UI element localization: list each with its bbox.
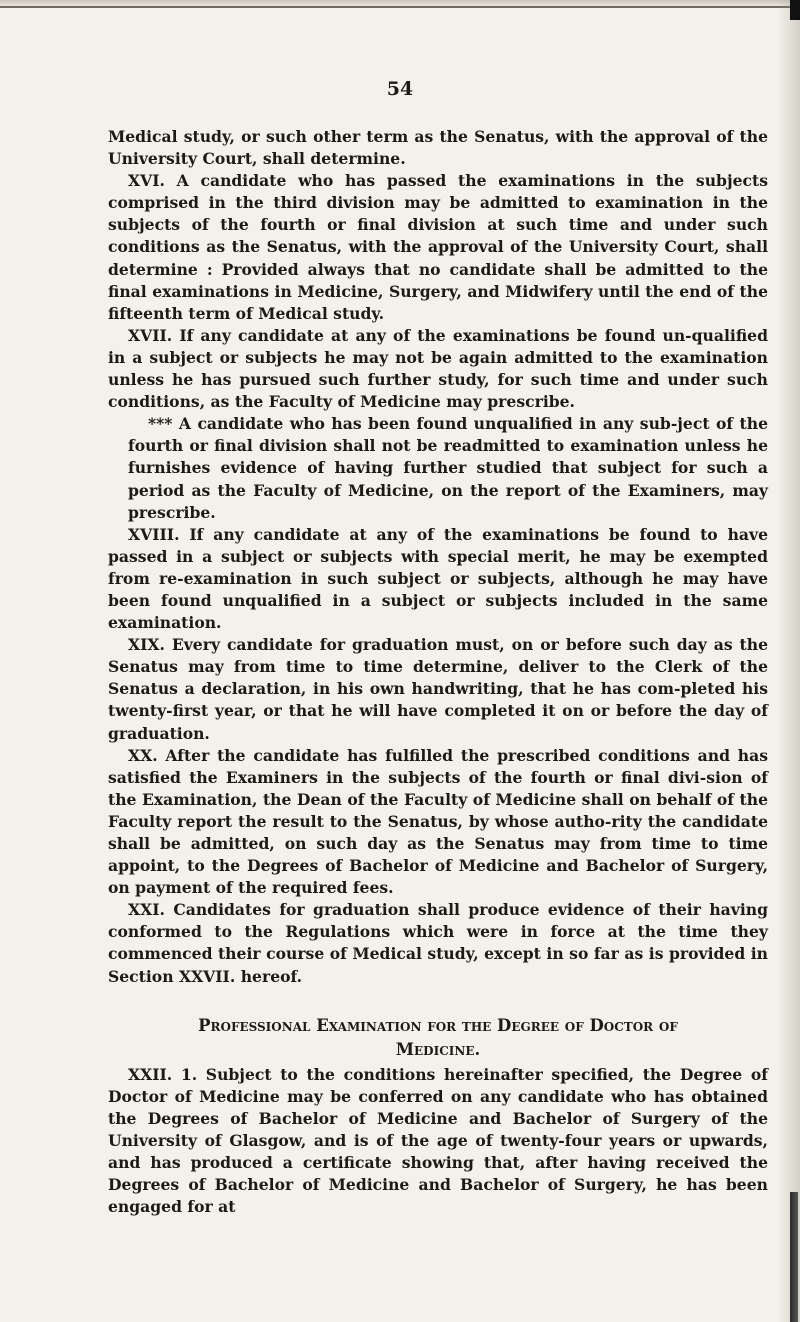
paragraph-note: *** A candidate who has been found unqualified in any sub-ject of the fourth or final division shall not be readmitted to examination unless he furnishes evidence of having further studied that subject for such a period as the Faculty of Medicine, on the report of the Examiners, may prescribe. — [128, 414, 768, 522]
section-heading — [108, 1014, 768, 1062]
document-body — [108, 126, 768, 1218]
page-edge-mark-bottom — [790, 1192, 798, 1322]
paragraph-xxii: XXII. 1. Subject to the conditions hereinafter specified, the Degree of Doctor of Medicine may be conferred on any candidate who has obtained the Degrees of Bachelor of Medicine and Bachelor of Surgery of the University of Glasgow, and is of the age of twenty-four years or upwards, and has produced a certificate showing that, after having received the Degrees of Bachelor of Medicine and Bachelor of Surgery, he has been engaged for at — [108, 1064, 768, 1217]
page-top-rule — [0, 0, 800, 8]
page-edge-shadow — [778, 0, 800, 1322]
paragraph-continuation: Medical study, or such other term as the Senatus, with the approval of the University Court, shall determine. — [108, 127, 768, 169]
paragraph-xx: XX. After the candidate has fulfilled the prescribed conditions and has satisfied the Examiners in the subjects of the fourth or final divi-sion of the Examination, the Dean of the Faculty of Medicine shall on behalf of the Faculty report the result to the Senatus, by whose autho-rity the candidate shall be admitted, on such day as the Senatus may from time to time appoint, to the Degrees of Bachelor of Medicine and Bachelor of Surgery, on payment of the required fees. — [108, 745, 768, 898]
paragraph-xix: XIX. Every candidate for graduation must, on or before such day as the Senatus may from time to time determine, deliver to the Clerk of the Senatus a declaration, in his own handwriting, that he has com-pleted his twenty-first year, or that he will have completed it on or before the day of graduation. — [108, 635, 768, 743]
section-heading-line-2: Medicine. — [395, 1039, 481, 1059]
section-heading-line-1: Professional Examination for the Degree of Doctor of — [198, 1015, 678, 1035]
paragraph-xxi: XXI. Candidates for graduation shall produce evidence of their having conformed to the Regulations which were in force at the time they commenced their course of Medical study, except in so far as is provided in Section XXVII. hereof. — [108, 900, 768, 986]
paragraph-xvii: XVII. If any candidate at any of the examinations be found un-qualified in a subject or subjects he may not be again admitted to the examination unless he has pursued such further study, for such time and under such conditions, as the Faculty of Medicine may prescribe. — [108, 325, 768, 412]
page-edge-mark-top — [790, 0, 800, 20]
paragraph-xviii: XVIII. If any candidate at any of the examinations be found to have passed in a subject or subjects with special merit, he may be exempted from re-examination in such subject or subjects, although he may have been found unqualified in a subject or subjects included in the same examination. — [108, 524, 768, 633]
paragraph-xvi: XVI. A candidate who has passed the examinations in the subjects comprised in the third division may be admitted to examination in the subjects of the fourth or final division at such time and under such conditions as the Senatus, with the approval of the University Court, shall determine : Provided always that no candidate shall be admitted to the final examinations in Medicine, Surgery, and Midwifery until the end of the fifteenth term of Medical study. — [108, 171, 768, 323]
page-number: 54 — [386, 78, 414, 100]
